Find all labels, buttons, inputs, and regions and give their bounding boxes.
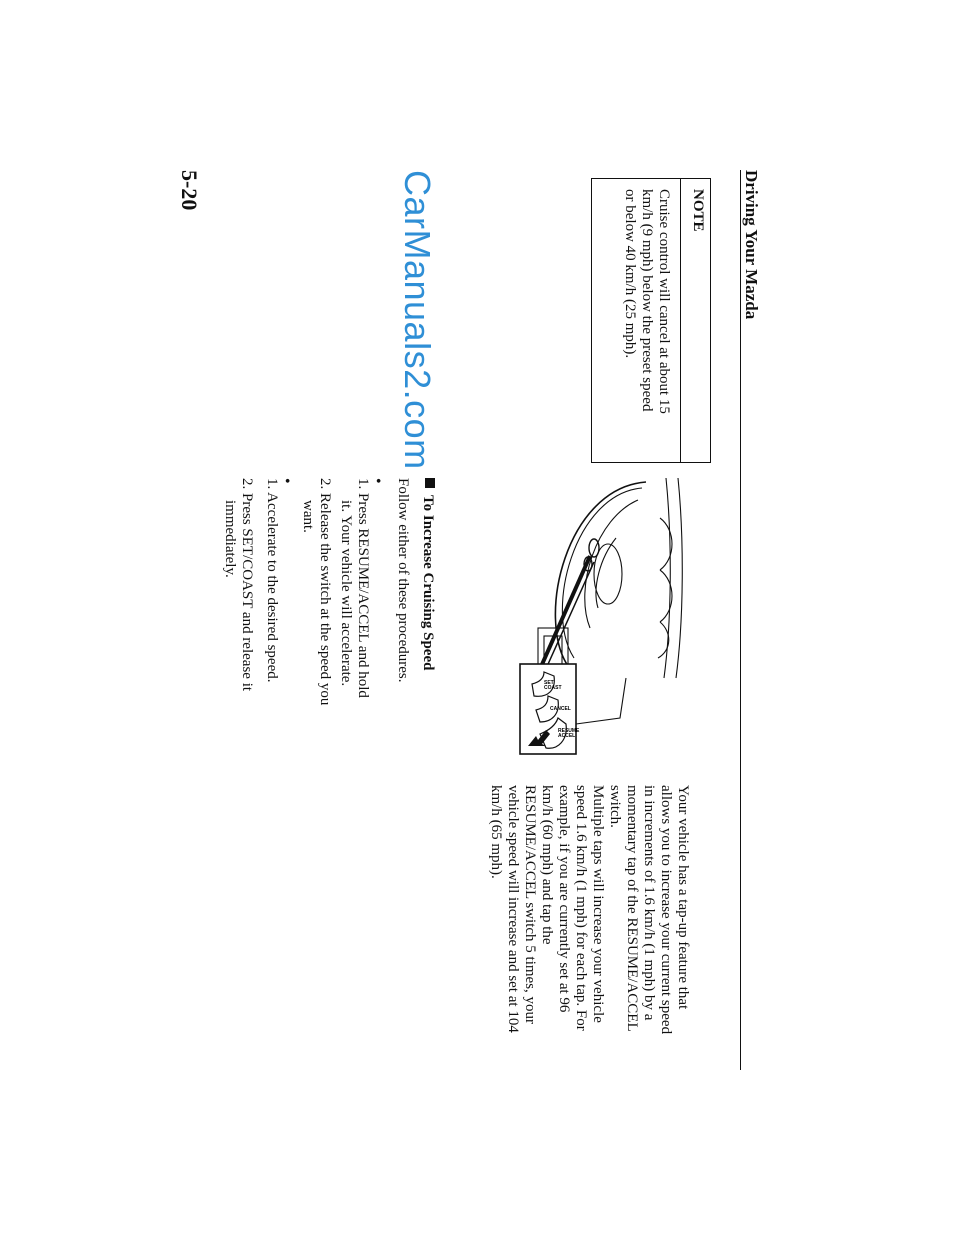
page-number: 5-20 xyxy=(177,170,202,211)
cancel-label: CANCEL xyxy=(550,706,571,712)
note-line: Cruise control will cancel at about 15 xyxy=(656,189,672,414)
watermark: CarManuals2.com xyxy=(397,170,438,470)
section-heading: To Increase Cruising Speed xyxy=(419,478,436,670)
proc-b-step2: 2. Press SET/COAST and release it immediately. xyxy=(222,478,255,692)
proc-a-step2: 2. Release the switch at the speed you want. xyxy=(300,478,333,706)
header-rule xyxy=(740,170,741,1070)
set-label: SET xyxy=(544,680,554,686)
note-line: or below 40 km/h (25 mph). xyxy=(622,189,638,359)
note-body xyxy=(613,179,680,462)
bullet-icon: • xyxy=(278,478,295,484)
tap-up-text xyxy=(487,785,691,1060)
cruise-switch-illustration xyxy=(514,478,686,760)
section-intro: Follow either of these procedures. xyxy=(395,478,411,683)
bullet-icon: • xyxy=(369,478,386,484)
note-line: km/h (9 mph) below the preset speed xyxy=(639,189,655,412)
tap-up-para-1: Your vehicle has a tap-up feature that allows you to increase your current speed in increments of 1.6 km/h (1 mph) by a momentary tap of the RESUME/ACCEL switch. xyxy=(607,785,691,1035)
note-heading: NOTE xyxy=(680,179,710,462)
proc-b-step1: 1. Accelerate to the desired speed. xyxy=(264,478,280,683)
tap-up-para-2: Multiple taps will increase your vehicle speed 1.6 km/h (1 mph) for each tap. For example, if you are currently set at 96 km/h (60 mph) and tap the RESUME/ACCEL switch 5 times, your vehicle speed will increase and set at 104 km/h (65 mph). xyxy=(488,785,606,1033)
resume-label: RESUME xyxy=(558,728,580,734)
coast-label: COAST xyxy=(544,685,562,691)
running-header: Driving Your Mazda xyxy=(742,170,761,320)
accel-label: ACCEL xyxy=(558,733,576,739)
square-bullet-icon xyxy=(425,478,435,488)
note-box xyxy=(591,178,711,463)
proc-a-step1: 1. Press RESUME/ACCEL and hold it. Your vehicle will accelerate. xyxy=(338,478,371,698)
